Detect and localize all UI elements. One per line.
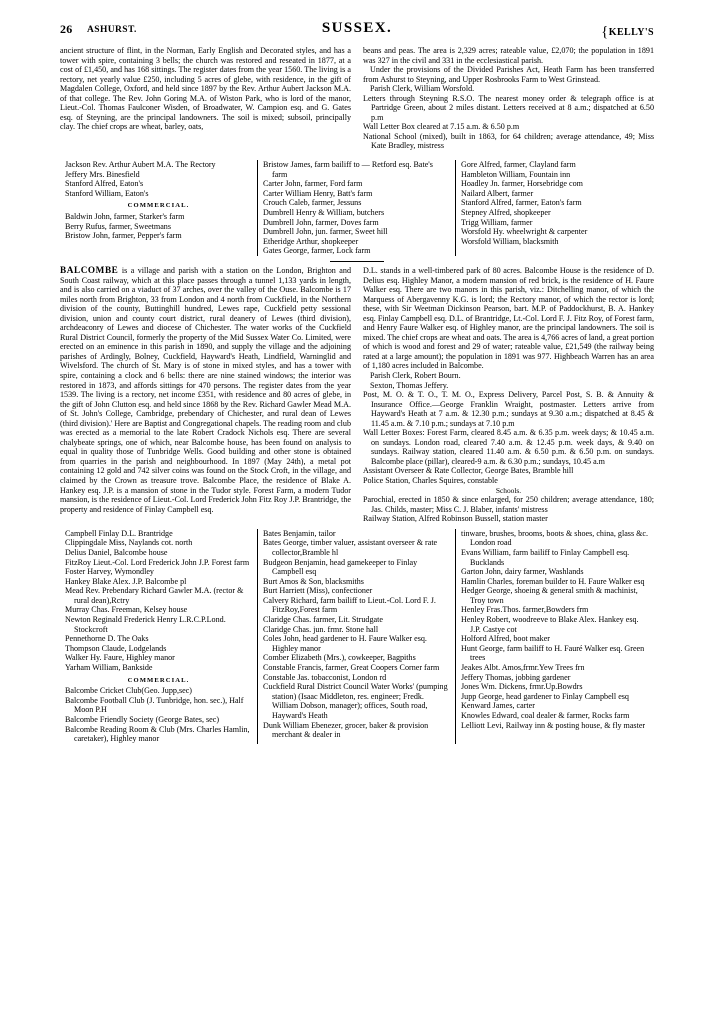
- list-item: Worsfold Hy. wheelwright & carpenter: [461, 227, 588, 237]
- list-item: Henley Fras.Thos. farmer,Bowders frm: [461, 605, 589, 615]
- list-item: tinware, brushes, brooms, boots & shoes, china, glass &c. London road: [461, 528, 649, 548]
- balcombe-directory-column-3: [456, 529, 654, 744]
- brace-glyph: {: [601, 24, 609, 40]
- list-item: Carter John, farmer, Ford farm: [263, 179, 363, 189]
- list-item: Crouch Caleb, farmer, Jessuns: [263, 198, 362, 208]
- list-item: Dumbrell John, farmer, Doves farm: [263, 217, 379, 227]
- list-item: Hankey Blake Alex. J.P. Balcombe pl: [65, 576, 187, 586]
- list-item: Hambleton William, Fountain inn: [461, 169, 571, 179]
- list-item: Yarham William, Bankside: [65, 663, 153, 673]
- list-item: Gore Alfred, farmer, Clayland farm: [461, 160, 576, 170]
- paragraph: Parish Clerk, Robert Bourn.: [370, 370, 461, 380]
- list-item: Constable Jas. tobacconist, London rd: [263, 672, 387, 682]
- list-item: Trigg William, farmer: [461, 217, 533, 227]
- list-item: Constable Francis, farmer, Great Coopers Corner farm: [263, 663, 440, 673]
- paragraph: D.L. stands in a well-timbered park of 80 acres. Balcombe House is the residence of D. Delius esq. Highley Manor, a modern mansion of red brick, is the residence of H. Faure Walker esq. There are two manors in this parish, viz.: Ditchelling manor, of which the Marquess of Abergavenny K.G. is lord; the Rectory manor, of which the rector is lord; these, with Sir Weetman Dickinson Pearson, bart. M.P. of Paddockhurst, B. A. Hankey esq. Finlay Campbell esq. D.L. of Brantridge, Lt.-Col. Lord F. J. Fitz Roy, of Forest farm, and Henry Faure Walker esq. of Highley manor, are the principal landowners. The soil is mixed. The chief crops are wheat and oats. The area is 4,766 acres of land, a great portion of which is wood and forest and 29 of water; rateable value, £21,549 (the railway being rated at a large amount); the population in 1891 was 977. Highbeach Warren has an area of 1,180 acres included in Balcombe.: [363, 265, 654, 371]
- list-item: Calvery Richard, farm bailiff to Lieut.-Col. Lord F. J. FitzRoy,Forest farm: [263, 595, 436, 615]
- balcombe-prose: [60, 266, 654, 524]
- list-item: Holford Alfred, boot maker: [461, 634, 551, 644]
- paragraph: Assistant Overseer & Rate Collector, George Bates, Bramble hill: [363, 466, 574, 476]
- list-item: Hamlin Charles, foreman builder to H. Faure Walker esq: [461, 576, 645, 586]
- list-item: Etheridge Arthur, shopkeeper: [263, 236, 359, 246]
- list-item: Bristow James, farm bailiff to — Retford esq. Bate's farm: [263, 160, 433, 179]
- list-item: Hunt George, farm bailiff to H. Fauré Walker esq. Green trees: [461, 643, 645, 663]
- list-item: Berry Rufus, farmer, Sweetmans: [65, 221, 171, 231]
- paragraph: Post, M. O. & T. O., T. M. O., Express Delivery, Parcel Post, S. B. & Annuity & Insurance Office.—George Franklin Wraight, postmaster. Letters arrive from Hayward's Heath at 7 a.m. & 12.30 p.m.; sundays at 9.30 a.m.; dispatched at 8.45 & 11.45 a.m. & 7.10 p.m.; sundays at 7.10 p.m: [363, 390, 654, 428]
- list-item: Burt Harriett (Miss), confectioner: [263, 586, 373, 596]
- ashurst-prose: [60, 46, 654, 151]
- list-item: Gates George, farmer, Lock farm: [263, 246, 371, 256]
- paragraph: beans and peas. The area is 2,329 acres; rateable value, £2,070; the population in 1891 was 327 in the civil and 331 in the ecclesiastical parish.: [363, 46, 654, 65]
- publisher-label: KELLY'S: [608, 27, 654, 38]
- schools-header: Schools.: [495, 485, 522, 495]
- list-item: Balcombe Reading Room & Club (Mrs. Charles Hamlin, caretaker), Highley manor: [65, 724, 250, 744]
- list-item: Campbell Finlay D.L. Brantridge: [65, 528, 173, 538]
- list-item: Carter William Henry, Batt's farm: [263, 188, 373, 198]
- spacer: [60, 151, 654, 160]
- list-item: FitzRoy Lieut.-Col. Lord Frederick John J.P. Forest farm: [65, 557, 250, 567]
- list-item: Claridge Chas. jun. frmr. Stone hall: [263, 624, 379, 634]
- list-item: Henley Robert, woodreeve to Blake Alex. Hankey esq. J.P. Castye cot: [461, 615, 639, 634]
- list-item: Worsfold William, blacksmith: [461, 236, 559, 246]
- list-item: Pennethorne D. The Oaks: [65, 634, 149, 644]
- running-head-county: SUSSEX.: [321, 20, 393, 36]
- list-item: Clippingdale Miss, Naylands cot. north: [65, 538, 193, 548]
- list-item: Lelliott Levi, Railway inn & posting house, & fly master: [461, 720, 646, 730]
- list-item: Jackson Rev. Arthur Aubert M.A. The Rectory: [65, 160, 216, 170]
- list-item: Jeakes Albt. Amos,frmr.Yew Trees frn: [461, 663, 585, 673]
- balcombe-directory: [60, 529, 654, 744]
- ashurst-prose-right: [363, 46, 654, 151]
- list-item: Burt Amos & Son, blacksmiths: [263, 576, 364, 586]
- list-item: Dunk William Ebenezer, grocer, baker & provision merchant & dealer in: [263, 720, 429, 740]
- list-item: Evans William, farm bailiff to Finlay Campbell esq. Bucklands: [461, 547, 630, 567]
- list-item: Balcombe Cricket Club(Geo. Jupp,sec): [65, 686, 192, 696]
- balcombe-prose-left: [60, 266, 351, 524]
- list-item: Budgeon Benjamin, head gamekeeper to Finlay Campbell esq: [263, 557, 418, 577]
- ashurst-directory-column-2: [258, 160, 456, 256]
- list-item: Jupp George, head gardener to Finlay Campbell esq: [461, 691, 629, 701]
- list-item: Dumbrell John, jun. farmer, Sweet hill: [263, 227, 388, 237]
- list-item: Coles John, head gardener to H. Faure Walker esq. Highley manor: [263, 634, 427, 653]
- balcombe-directory-column-1: [60, 529, 258, 744]
- list-item: Baldwin John, farmer, Starker's farm: [65, 211, 185, 221]
- list-item: Bates Benjamin, tailor: [263, 528, 336, 538]
- paragraph: [60, 266, 351, 514]
- list-item: Dumbrell Henry & William, butchers: [263, 207, 385, 217]
- page-number: 26: [60, 22, 73, 36]
- list-item: Stanford Alfred, Eaton's: [65, 179, 144, 189]
- list-item: Balcombe Football Club (J. Tunbridge, hon. sec.), Half Moon P.H: [65, 695, 244, 715]
- running-head-place: ASHURST.: [87, 25, 137, 35]
- balcombe-prose-right: [363, 266, 654, 524]
- paragraph: Wall Letter Box cleared at 7.15 a.m. & 6.50 p.m: [363, 122, 520, 132]
- list-item: Stanford Alfred, farmer, Eaton's farm: [461, 198, 582, 208]
- list-item: Foster Harvey, Wymondley: [65, 567, 154, 577]
- directory-page: [60, 20, 654, 1003]
- section-divider-rule: [330, 261, 384, 262]
- balcombe-directory-column-2: [258, 529, 456, 744]
- list-item: Walker Hy. Faure, Highley manor: [65, 653, 175, 663]
- ashurst-directory: [60, 160, 654, 256]
- list-item: Mead Rev. Prebendary Richard Gawler M.A. (rector & rural dean),Rctry: [65, 586, 244, 605]
- paragraph: ancient structure of flint, in the Norman, Early English and Decorated styles, and has a tower with spire, containing 3 bells; the church was restored and reseated in 1877, at a cost of £1,450, and has 168 sittings. The register dates from the year 1560. The living is a rectory, net yearly value £250, including 5 acres of glebe, with residence, in the gift of Magdalen College, Oxford, and held since 1897 by the Rev. Arthur Aubert Jackson M.A. of that college. The Rev. John Goring M.A. of Wiston Park, who is lord of the manor, Lieut.-Col. Thomas Faulconer Wisden, of Broadwater, W. Campion esq. and G. Gates esq. of Steyning, are the principal landowners. The soil is mixed; subsoil, principally clay. The chief crops are wheat, barley, oats,: [60, 46, 351, 132]
- paragraph: Under the provisions of the Divided Parishes Act, Heath Farm has been transferred from Ashurst to Steyning, and Upper Rosbrooks Farm to West Grinstead.: [363, 65, 654, 84]
- list-item: Kenward James, carter: [461, 701, 535, 711]
- place-headword: BALCOMBE: [60, 264, 119, 275]
- list-item: Knowles Edward, coal dealer & farmer, Rocks farm: [461, 711, 630, 720]
- list-item: Jones Wm. Dickens, frmr.Up.Bowdrs: [461, 682, 583, 692]
- ashurst-prose-left: [60, 46, 351, 151]
- paragraph: National School (mixed), built in 1863, for 64 children; average attendance, 49; Miss Kate Bradley, mistress: [363, 131, 654, 151]
- list-item: Comber Elizabeth (Mrs.), cowkeeper, Bagpiths: [263, 653, 416, 663]
- list-item: Stanford William, Eaton's: [65, 188, 149, 198]
- paragraph: Parochial, erected in 1850 & since enlarged, for 250 children; average attendance, 180; Jas. Childs, master; Miss C. J. Blaber, infants' mistress: [363, 495, 654, 514]
- running-head-publisher: [601, 24, 654, 41]
- list-item: Bates George, timber valuer, assistant overseer & rate collector,Bramble hl: [263, 538, 438, 557]
- list-item: Newton Reginald Frederick Henry L.R.C.P.Lond. Stockcroft: [65, 615, 226, 634]
- list-item: Jeffery Mrs. Binesfield: [65, 169, 140, 179]
- list-item: Claridge Chas. farmer, Lit. Strudgate: [263, 615, 383, 625]
- list-item: Balcombe Friendly Society (George Bates, sec): [65, 715, 220, 724]
- list-item: Murray Chas. Freeman, Kelsey house: [65, 605, 188, 615]
- paragraph: Letters through Steyning R.S.O. The nearest money order & telegraph office is at Partridge Green, about 2 miles distant. Letters received at 8 a.m.; dispatched at 6.50 p.m: [363, 93, 654, 122]
- list-item: Hedger George, shoeing & general smith & machinist, Troy town: [461, 586, 638, 605]
- list-item: Bristow John, farmer, Pepper's farm: [65, 231, 182, 241]
- paragraph: Sexton, Thomas Jeffery.: [370, 380, 449, 390]
- paragraph: Parish Clerk, William Worsfold.: [370, 84, 475, 94]
- paragraph-text: is a village and parish with a station on the London, Brighton and South Coast railway, which at this place passes through a tunnel 1,133 yards in length, and is also carried on a viaduct of 37 arches, over the valley of the Ouse. Balcombe is 17 miles north from Brighton, 33 from London and 4 north from Cuckfield, in the Northern division of the county, Buttinghill hundred, Lewes rape, Cuckfield petty sessional division, union and county court district, rural deanery of Lewes (third division), archdeaconry of Lewes and diocese of Chichester. The water works of the Cuckfield Rural District Council, formerly the property of the Mid Sussex Water Co. Limited, were erected on an eminence in this parish in 1890, and supply the village and the adjoining parishes of Ardingly, Bolney, Cuckfield, Hayward's Heath, Lindfield, Warninglid and Wivelsford. The church of St. Mary is of stone in mixed styles, and has a tower with spire, containing a clock and 6 bells: there are nine stained windows; the interior was restored in 1873, and affords sittings for 470 persons. The register dates from the year 1539. The living is a rectory, net income £351, with residence and 80 acres of glebe, in the gift of John Clutton esq. and held since 1868 by the Rev. Richard Gawler Mead M.A. of St. John's College, Cambridge, prebendary of Chichester, and rural dean of Lewes (third division).' Here are Baptist and Congregational chapels. The reading room and club was erected as a memorial to the late Robert Cradock Nichols esq. There are several chalybeate springs, one of which, near Balcombe house, has been found on analysis to equal in quality those of Tunbridge Wells. Good building and other stone is obtained from quarries in the parish and neighbourhood. In 1897 (May 24th), a metal pot containing 12 gold and 742 silver coins was found on the Stock Croft, in the village, and claimed by the Crown as treasure trove. Balcombe Place, the residence of Blake A. Hankey esq. J.P. is a mansion of stone in the Tudor style. Forest Farm, a modern Tudor mansion, is the residence of Lieut.-Col. Lord Frederick John Fitz Roy J.P. Brantridge, the property and residence of Finlay Campbell esq.: [60, 265, 351, 514]
- paragraph: Railway Station, Alfred Robinson Bussell, station master: [363, 514, 548, 524]
- ashurst-directory-column-1: [60, 160, 258, 256]
- list-item: Thompson Claude, Lodgelands: [65, 643, 167, 653]
- list-item: Jeffery Thomas, jobbing gardener: [461, 672, 571, 682]
- section-header-commercial: COMMERCIAL.: [127, 202, 190, 210]
- list-item: Delius Daniel, Balcombe house: [65, 547, 168, 557]
- list-item: Stepney Alfred, shopkeeper: [461, 207, 551, 217]
- list-item: Hoadley Jn. farmer, Horsebridge com: [461, 179, 583, 189]
- list-item: Nailard Albert, farmer: [461, 188, 534, 198]
- paragraph: Police Station, Charles Squires, constable: [363, 475, 498, 485]
- section-header-commercial: COMMERCIAL.: [127, 676, 190, 684]
- paragraph: Wall Letter Boxes: Forest Farm, cleared 8.45 a.m. & 6.35 p.m. week days; & 10.45 a.m. on sundays. London road, cleared 7.40 a.m. & 12.45 p.m. week days, & 9.40 on sundays. Railway station, cleared 11.40 a.m. & 6.50 p.m. & 6.50 p.m. on sundays. Balcombe place (pillar), cleared-9 a.m. & 6.30 p.m.; sundays, 10.45 a.m: [363, 428, 654, 466]
- ashurst-directory-column-3: [456, 160, 654, 256]
- list-item: Garton John, dairy farmer, Washlands: [461, 567, 584, 577]
- list-item: Cuckfield Rural District Council Water Works' (pumping station) (Isaac Middleton, res. engineer; Fredk. William Dobson, manager); offices, South road, Hayward's Heath: [263, 682, 448, 720]
- running-head: [60, 20, 654, 46]
